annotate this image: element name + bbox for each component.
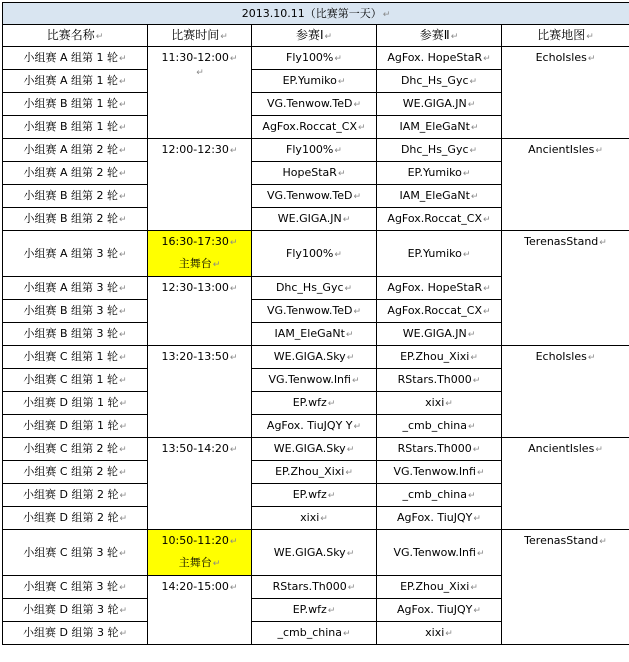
player-1-cell: VG.Tenwow.Infi↵ [252,369,377,392]
match-name-cell: 小组赛 C 组第 2 轮↵ [3,438,148,461]
player-1-cell: WE.GIGA.Sky↵ [252,346,377,369]
match-time-cell: 12:00-12:30↵ [148,139,252,231]
player-2-cell: IAM_EleGaNt↵ [377,185,502,208]
header-player-2: 参赛Ⅱ↵ [377,25,502,47]
match-time-cell: 16:30-17:30↵ 主舞台↵ [148,231,252,277]
match-name-cell: 小组赛 A 组第 1 轮↵ [3,47,148,70]
time-range: 16:30-17:30 [161,235,229,248]
player-2-cell: IAM_EleGaNt↵ [377,116,502,139]
match-map-cell: EchoIsles↵ [502,346,629,438]
player-1-cell: xixi↵ [252,507,377,530]
player-1-cell: VG.Tenwow.TeD↵ [252,185,377,208]
match-name-cell: 小组赛 A 组第 2 轮↵ [3,139,148,162]
match-map-cell: AncientIsles↵ [502,438,629,530]
player-1-cell: VG.Tenwow.TeD↵ [252,300,377,323]
player-2-cell: Dhc_Hs_Gyc↵ [377,139,502,162]
match-name-cell: 小组赛 C 组第 1 轮↵ [3,346,148,369]
player-2-cell: AgFox.Roccat_CX↵ [377,300,502,323]
player-1-cell: WE.GIGA.JN↵ [252,208,377,231]
schedule-table [2,2,629,645]
player-1-cell: Fly100%↵ [252,231,377,277]
match-map-cell: TerenasStand↵ [502,231,629,346]
player-2-cell: RStars.Th000↵ [377,438,502,461]
player-2-cell: AgFox. HopeStaR↵ [377,277,502,300]
player-1-cell: EP.wfz↵ [252,599,377,622]
header-match-time: 比赛时间↵ [148,25,252,47]
match-time-cell: 14:20-15:00↵ [148,576,252,645]
player-1-cell: WE.GIGA.Sky↵ [252,438,377,461]
player-1-cell: EP.wfz↵ [252,484,377,507]
match-name-cell: 小组赛 D 组第 1 轮↵ [3,415,148,438]
player-2-cell: EP.Zhou_Xixi↵ [377,346,502,369]
main-stage-label: 主舞台 [178,257,212,270]
match-name-cell: 小组赛 B 组第 3 轮↵ [3,300,148,323]
player-1-cell: AgFox. TiuJQY Y↵ [252,415,377,438]
player-1-cell: _cmb_china↵ [252,622,377,645]
match-time-cell: 13:20-13:50↵ [148,346,252,438]
match-map-cell: AncientIsles↵ [502,139,629,231]
player-1-cell: AgFox.Roccat_CX↵ [252,116,377,139]
player-2-cell: VG.Tenwow.Infi↵ [377,530,502,576]
player-2-cell: WE.GIGA.JN↵ [377,93,502,116]
match-time-cell: 13:50-14:20↵ [148,438,252,530]
player-1-cell: VG.Tenwow.TeD↵ [252,93,377,116]
match-name-cell: 小组赛 A 组第 1 轮↵ [3,70,148,93]
match-name-cell: 小组赛 A 组第 3 轮↵ [3,231,148,277]
match-name-cell: 小组赛 C 组第 2 轮↵ [3,461,148,484]
match-name-cell: 小组赛 D 组第 1 轮↵ [3,392,148,415]
match-name-cell: 小组赛 D 组第 2 轮↵ [3,507,148,530]
player-2-cell: Dhc_Hs_Gyc↵ [377,70,502,93]
player-2-cell: RStars.Th000↵ [377,369,502,392]
time-range: 10:50-11:20 [161,534,229,547]
match-name-cell: 小组赛 C 组第 1 轮↵ [3,369,148,392]
header-match-map: 比赛地图↵ [502,25,629,47]
match-time-cell: 10:50-11:20↵ 主舞台↵ [148,530,252,576]
player-1-cell: EP.Yumiko↵ [252,70,377,93]
match-name-cell: 小组赛 A 组第 3 轮↵ [3,277,148,300]
main-stage-label: 主舞台 [178,556,212,569]
player-2-cell: EP.Zhou_Xixi↵ [377,576,502,599]
player-2-cell: AgFox.Roccat_CX↵ [377,208,502,231]
player-1-cell: Dhc_Hs_Gyc↵ [252,277,377,300]
player-2-cell: AgFox. TiuJQY↵ [377,507,502,530]
match-name-cell: 小组赛 C 组第 3 轮↵ [3,530,148,576]
player-2-cell: xixi↵ [377,392,502,415]
match-name-cell: 小组赛 D 组第 2 轮↵ [3,484,148,507]
match-map-cell: EchoIsles↵ [502,47,629,139]
player-1-cell: EP.wfz↵ [252,392,377,415]
player-2-cell: WE.GIGA.JN↵ [377,323,502,346]
table-row [3,139,629,162]
player-1-cell: RStars.Th000↵ [252,576,377,599]
player-1-cell: WE.GIGA.Sky↵ [252,530,377,576]
player-1-cell: HopeStaR↵ [252,162,377,185]
match-name-cell: 小组赛 B 组第 1 轮↵ [3,116,148,139]
match-time-cell: 11:30-12:00↵ ↵ [148,47,252,139]
player-1-cell: IAM_EleGaNt↵ [252,323,377,346]
match-name-cell: 小组赛 B 组第 1 轮↵ [3,93,148,116]
player-2-cell: VG.Tenwow.Infi↵ [377,461,502,484]
player-2-cell: EP.Yumiko↵ [377,162,502,185]
player-1-cell: Fly100%↵ [252,47,377,70]
match-time-cell: 12:30-13:00↵ [148,277,252,346]
table-row [3,346,629,369]
player-2-cell: _cmb_china↵ [377,415,502,438]
match-name-cell: 小组赛 B 组第 2 轮↵ [3,208,148,231]
player-2-cell: xixi↵ [377,622,502,645]
player-2-cell: AgFox. TiuJQY↵ [377,599,502,622]
table-title: 2013.10.11（比赛第一天）↵ [3,3,629,25]
match-name-cell: 小组赛 A 组第 2 轮↵ [3,162,148,185]
header-player-1: 参赛Ⅰ↵ [252,25,377,47]
table-row [3,231,629,277]
table-row [3,438,629,461]
table-row [3,47,629,70]
match-name-cell: 小组赛 D 组第 3 轮↵ [3,622,148,645]
header-match-name: 比赛名称↵ [3,25,148,47]
match-map-cell: TerenasStand↵ [502,530,629,645]
player-2-cell: _cmb_china↵ [377,484,502,507]
table-row [3,530,629,576]
match-name-cell: 小组赛 B 组第 3 轮↵ [3,323,148,346]
player-1-cell: Fly100%↵ [252,139,377,162]
player-2-cell: EP.Yumiko↵ [377,231,502,277]
match-name-cell: 小组赛 C 组第 3 轮↵ [3,576,148,599]
player-2-cell: AgFox. HopeStaR↵ [377,47,502,70]
match-name-cell: 小组赛 B 组第 2 轮↵ [3,185,148,208]
player-1-cell: EP.Zhou_Xixi↵ [252,461,377,484]
match-name-cell: 小组赛 D 组第 3 轮↵ [3,599,148,622]
